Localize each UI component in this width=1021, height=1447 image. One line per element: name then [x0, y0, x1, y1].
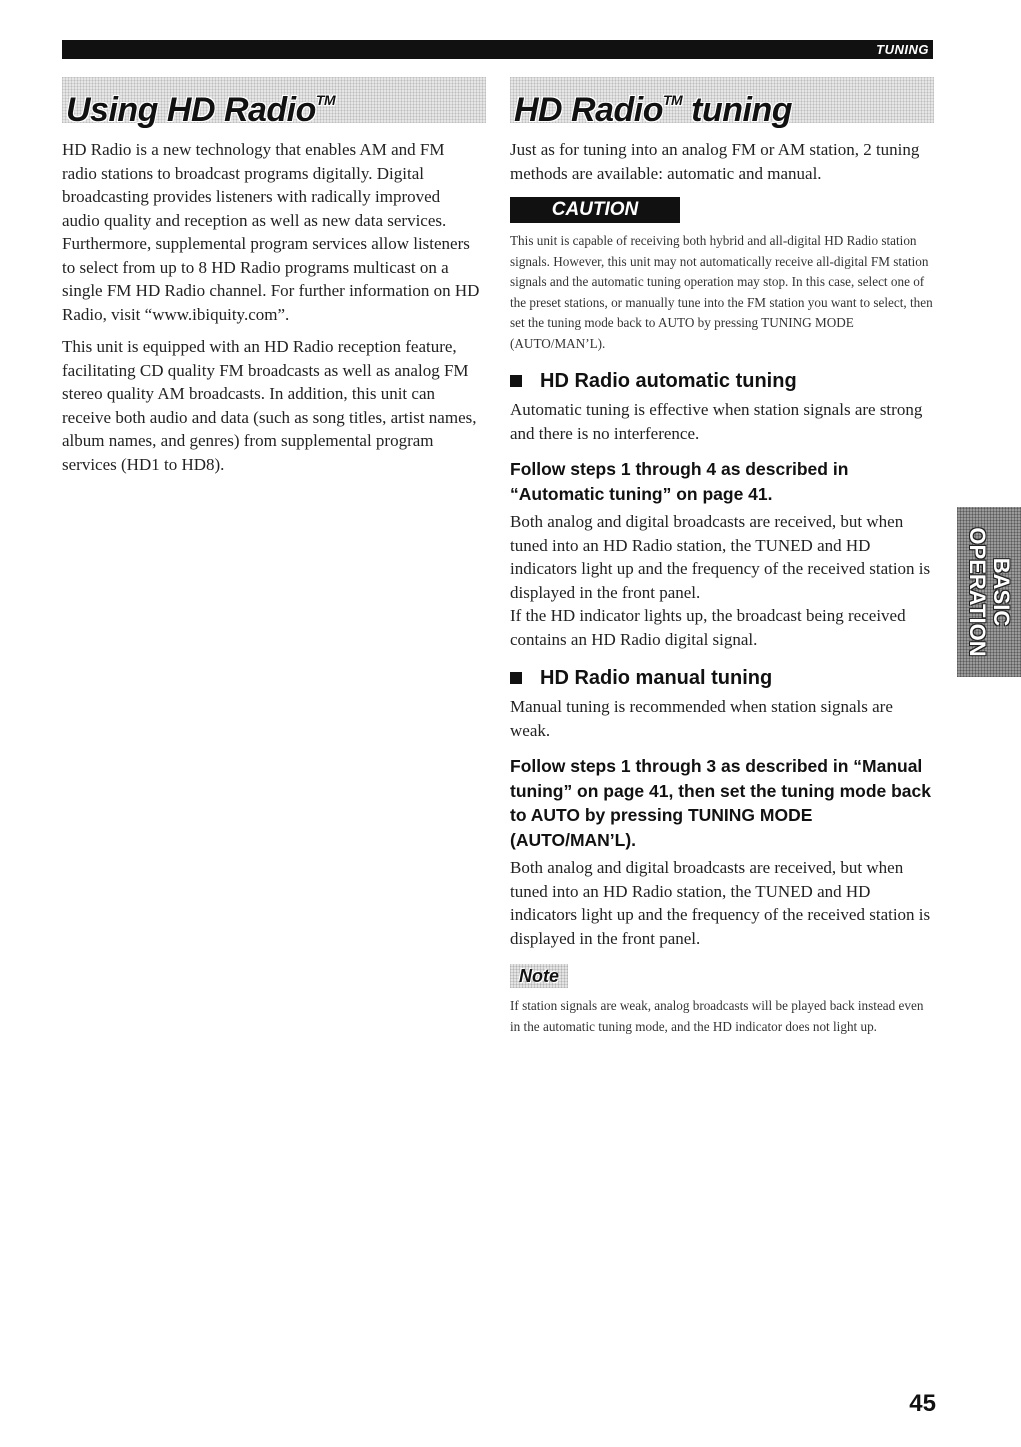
header-bar	[62, 40, 933, 59]
heading-band-right	[510, 77, 934, 129]
left-heading	[66, 79, 335, 131]
manual-tuning-result: Both analog and digital broadcasts are received, but when tuned into an HD Radio station, the TUNED and HD indicators light up and the frequency of the received station is displayed in the front panel.	[510, 858, 931, 948]
right-heading-tm: TM	[663, 92, 683, 108]
tuning-intro: Just as for tuning into an analog FM or AM station, 2 tuning methods are available: automatic and manual.	[510, 140, 920, 183]
manual-tuning-step: Follow steps 1 through 3 as described in “Manual tuning” on page 41, then set the tuning mode back to AUTO by pressing TUNING MODE (AUTO/MAN’L).	[510, 756, 931, 850]
page-number: 45	[909, 1390, 936, 1417]
side-tab-line-2: OPERATION	[965, 527, 990, 657]
left-heading-tm: TM	[315, 92, 336, 108]
side-tab-label	[965, 527, 1013, 656]
caution-text: This unit is capable of receiving both hybrid and all-digital HD Radio station signals. However, this unit may not automatically receive all-digital FM station signals and the automatic tuning operation may stop. In this case, select one of the preset stations, or manually tune into the FM station you want to select, then set the tuning mode back to AUTO by pressing TUNING MODE (AUTO/MAN’L).	[510, 233, 933, 351]
feature-paragraph: This unit is equipped with an HD Radio reception feature, facilitating CD quality FM broadcasts as well as analog FM stereo quality AM broadcasts. In addition, this unit can receive both audio and data (such as song titles, artist names, album names, and genres) from supplemental program services (HD1 to HD8).	[62, 337, 477, 474]
left-column	[62, 138, 482, 476]
square-bullet-icon	[510, 375, 522, 387]
heading-band-left	[62, 77, 486, 129]
square-bullet-icon	[510, 672, 522, 684]
right-heading-text: HD Radio	[514, 91, 663, 129]
auto-tuning-heading	[510, 368, 934, 394]
auto-tuning-result-hd: If the HD indicator lights up, the broadcast being received contains an HD Radio digital signal.	[510, 606, 906, 649]
manual-tuning-heading	[510, 665, 934, 691]
manual-tuning-title: HD Radio manual tuning	[540, 667, 773, 689]
left-heading-text: Using HD Radio	[66, 91, 316, 129]
note-text: If station signals are weak, analog broadcasts will be played back instead even in the automatic tuning mode, and the HD indicator does not light up.	[510, 998, 924, 1034]
right-heading	[514, 79, 792, 131]
section-tag: TUNING	[876, 42, 929, 57]
intro-paragraph: HD Radio is a new technology that enables AM and FM radio stations to broadcast programs digitally. Digital broadcasting provides listeners with radically improved audio quality and reception as well as new data services. Furthermore, supplemental program services allow listeners to select from up to 8 HD Radio programs multicast on a single FM HD Radio channel. For further information on HD Radio, visit “www.ibiquity.com”.	[62, 140, 480, 324]
manual-tuning-desc: Manual tuning is recommended when station signals are weak.	[510, 697, 893, 740]
auto-tuning-step: Follow steps 1 through 4 as described in “Automatic tuning” on page 41.	[510, 459, 849, 504]
auto-tuning-desc: Automatic tuning is effective when station signals are strong and there is no interference.	[510, 400, 923, 443]
note-label: Note	[510, 964, 568, 988]
right-heading-suffix: tuning	[682, 91, 793, 129]
auto-tuning-result: Both analog and digital broadcasts are received, but when tuned into an HD Radio station, the TUNED and HD indicators light up and the frequency of the received station is displayed in the front panel.	[510, 512, 931, 602]
side-tab-line-1: BASIC	[989, 557, 1014, 627]
auto-tuning-title: HD Radio automatic tuning	[540, 370, 797, 392]
side-tab-basic-operation	[957, 507, 1021, 677]
right-column	[510, 138, 934, 1037]
caution-label: CAUTION	[510, 197, 680, 223]
